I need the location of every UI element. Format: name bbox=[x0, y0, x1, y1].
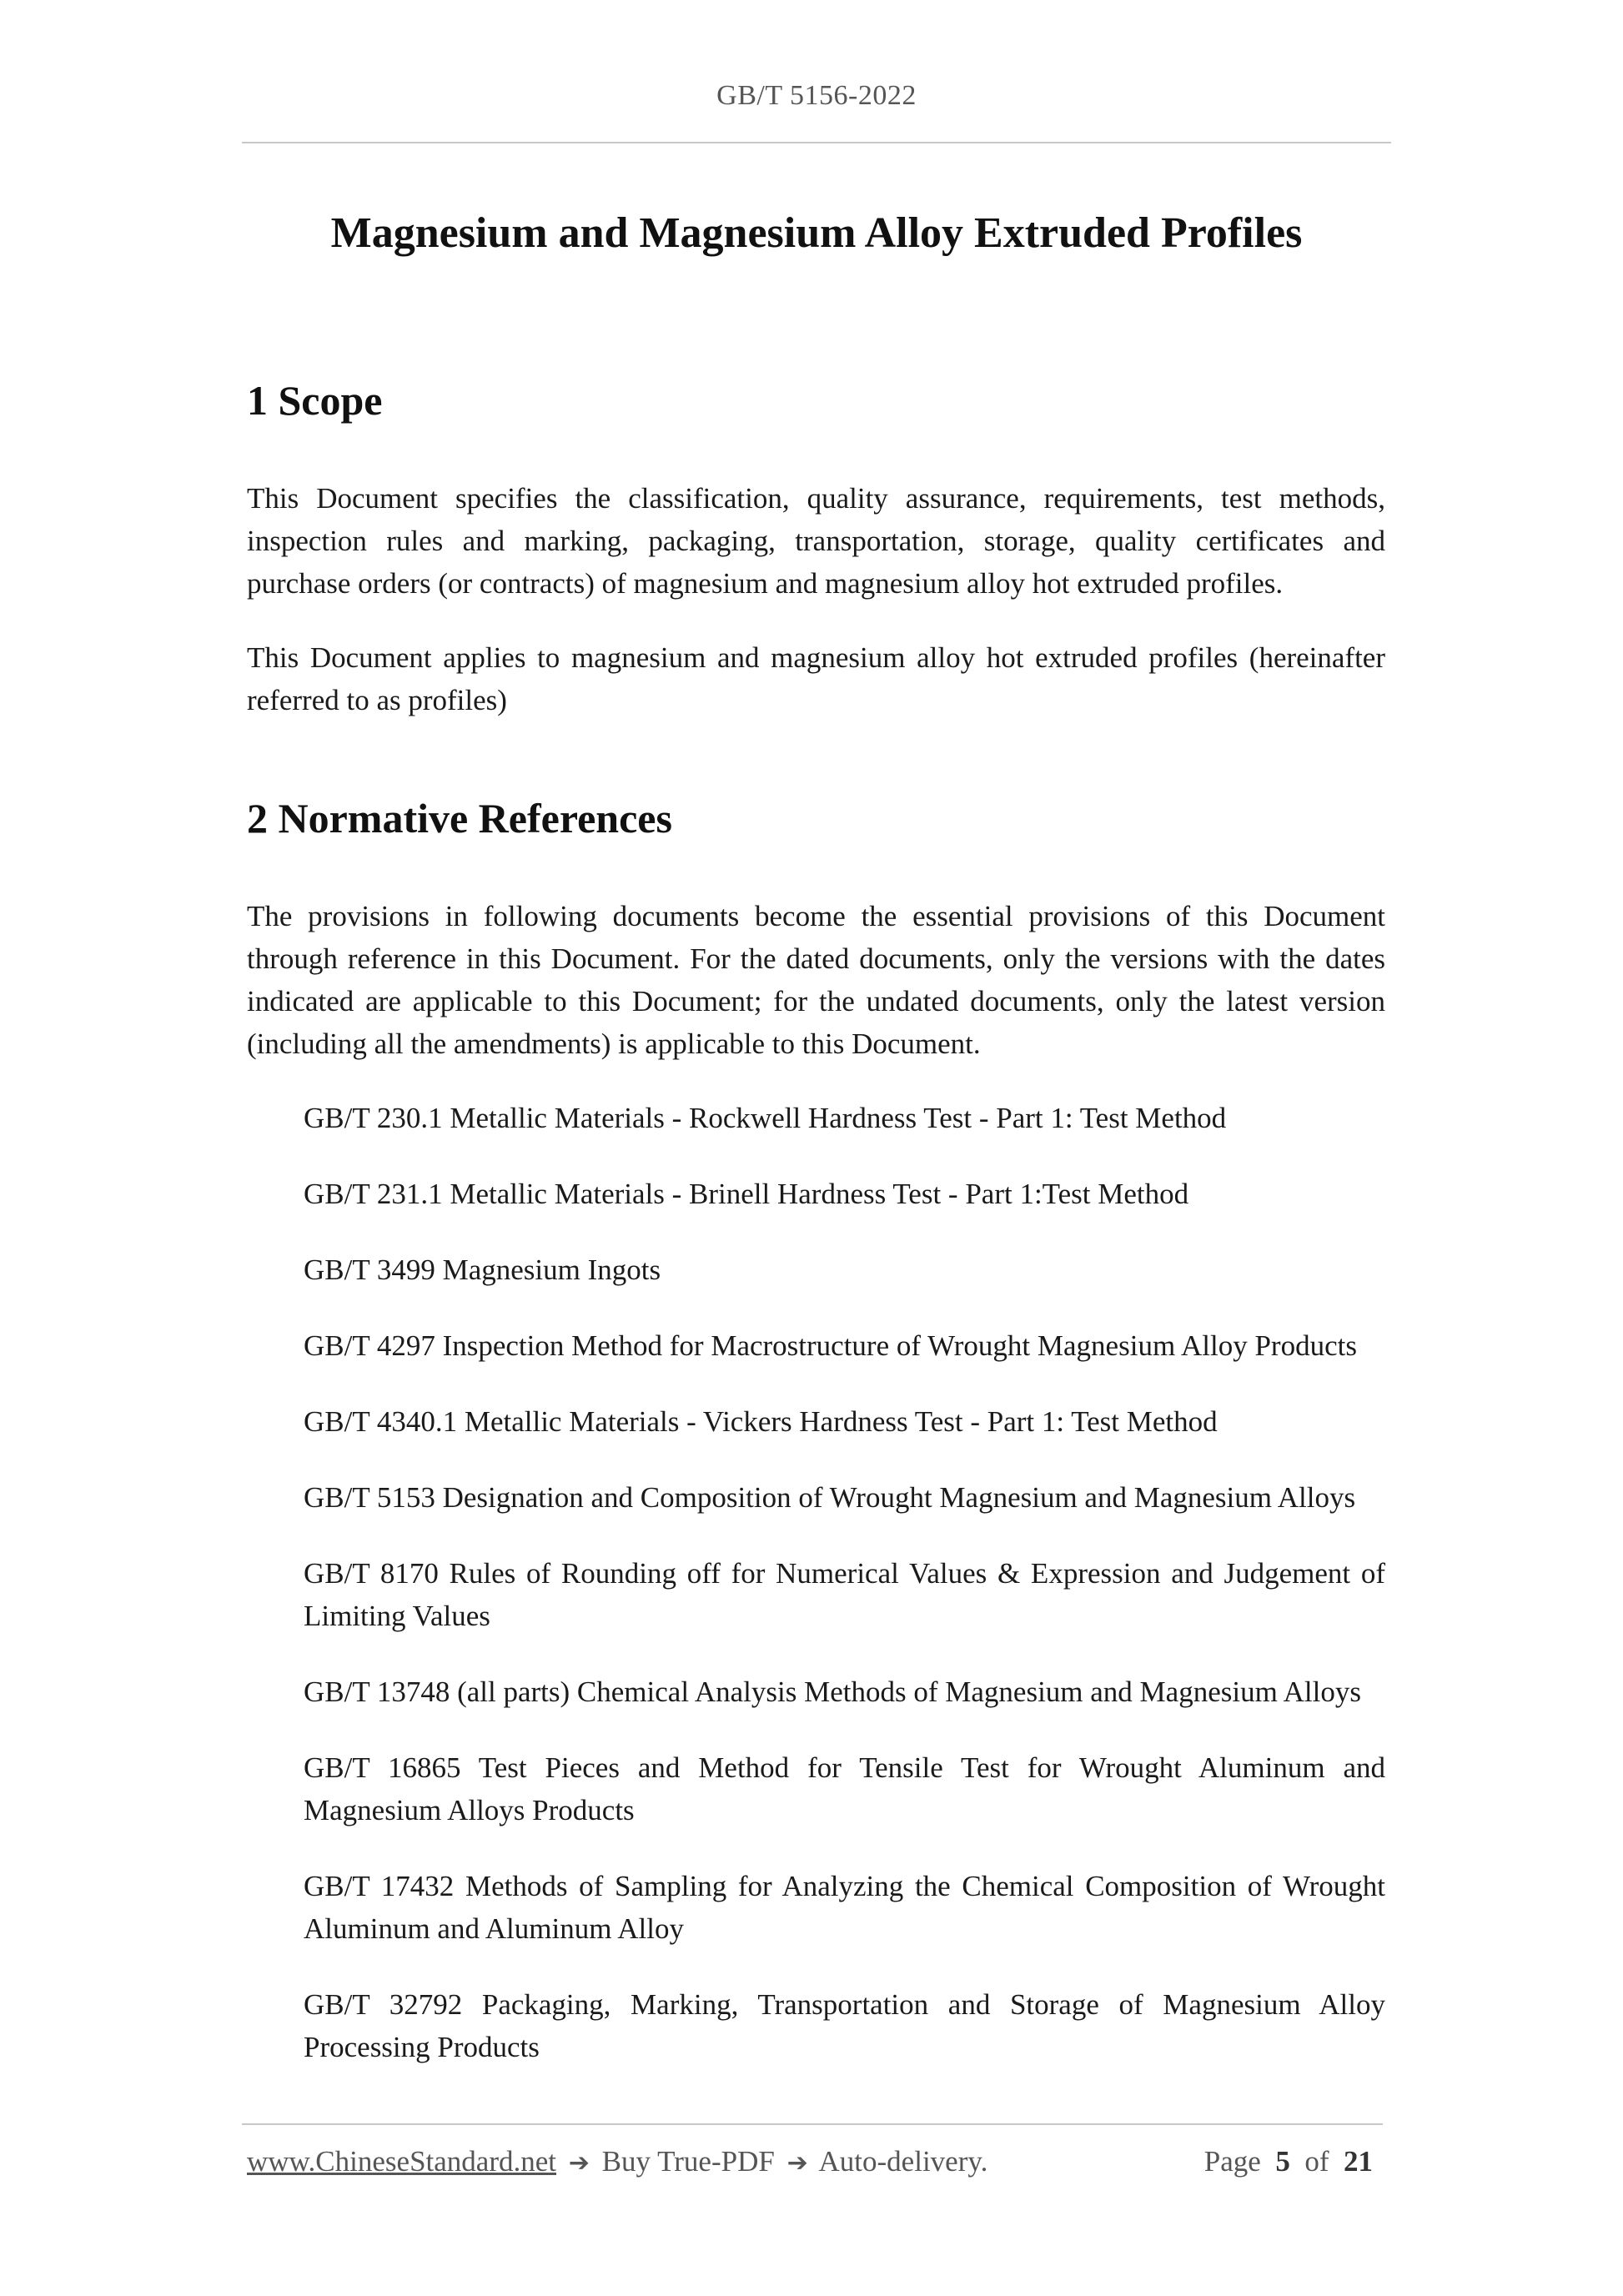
auto-delivery-text: Auto-delivery. bbox=[818, 2145, 988, 2178]
section-heading-normative-references: 2 Normative References bbox=[247, 795, 672, 842]
current-page-number: 5 bbox=[1275, 2145, 1290, 2178]
footer-divider bbox=[242, 2123, 1383, 2125]
total-page-count: 21 bbox=[1344, 2145, 1373, 2178]
header-divider bbox=[242, 142, 1391, 143]
scope-paragraph-1: This Document specifies the classification, quality assurance, requirements, test methods, inspection rules and marking, packaging, transportation, storage, quality certificates and purchase orders (or contracts) of magnesium and magnesium alloy hot extruded profiles. bbox=[247, 482, 1385, 600]
right-arrow-icon: ➔ bbox=[568, 2148, 590, 2178]
page-of-label: of bbox=[1304, 2145, 1329, 2178]
reference-item: GB/T 8170 Rules of Rounding off for Numerical Values & Expression and Judgement of Limiting Values bbox=[304, 1557, 1385, 1632]
reference-item: GB/T 17432 Methods of Sampling for Analyzing the Chemical Composition of Wrought Aluminum and Aluminum Alloy bbox=[304, 1870, 1385, 1945]
chinesestandard-site-link[interactable]: www.ChineseStandard.net bbox=[247, 2145, 556, 2178]
footer-purchase-line bbox=[247, 2145, 987, 2178]
page-header-standard-code: GB/T 5156-2022 bbox=[716, 80, 917, 111]
reference-item: GB/T 13748 (all parts) Chemical Analysis Methods of Magnesium and Magnesium Alloys bbox=[304, 1676, 1361, 1708]
reference-item: GB/T 3499 Magnesium Ingots bbox=[304, 1254, 661, 1286]
reference-item: GB/T 4297 Inspection Method for Macrostructure of Wrought Magnesium Alloy Products bbox=[304, 1329, 1357, 1362]
reference-item: GB/T 231.1 Metallic Materials - Brinell Hardness Test - Part 1:Test Method bbox=[304, 1178, 1189, 1210]
reference-item: GB/T 5153 Designation and Composition of Wrought Magnesium and Magnesium Alloys bbox=[304, 1481, 1356, 1514]
reference-item: GB/T 4340.1 Metallic Materials - Vickers Hardness Test - Part 1: Test Method bbox=[304, 1405, 1218, 1438]
reference-item: GB/T 16865 Test Pieces and Method for Tensile Test for Wrought Aluminum and Magnesium Alloys Products bbox=[304, 1751, 1385, 1826]
buy-true-pdf-text: Buy True-PDF bbox=[601, 2145, 775, 2178]
page-label: Page bbox=[1203, 2145, 1261, 2178]
references-intro-paragraph: The provisions in following documents become the essential provisions of this Document through reference in this Document. For the dated documents, only the versions with the dates indicated are applicable to this Document; for the undated documents, only the latest version (including all the amendments) is applicable to this Document. bbox=[247, 900, 1385, 1060]
reference-item: GB/T 230.1 Metallic Materials - Rockwell Hardness Test - Part 1: Test Method bbox=[304, 1102, 1227, 1134]
right-arrow-icon: ➔ bbox=[786, 2148, 808, 2178]
page-indicator bbox=[1204, 2145, 1373, 2178]
document-title: Magnesium and Magnesium Alloy Extruded Profiles bbox=[330, 209, 1303, 257]
normative-reference-list bbox=[247, 1097, 1385, 2068]
document-body bbox=[247, 375, 1385, 2102]
section-heading-scope: 1 Scope bbox=[247, 377, 383, 424]
scope-paragraph-2: This Document applies to magnesium and magnesium alloy hot extruded profiles (hereinafter referred to as profiles) bbox=[247, 641, 1385, 716]
reference-item: GB/T 32792 Packaging, Marking, Transportation and Storage of Magnesium Alloy Processing Products bbox=[304, 1988, 1385, 2063]
